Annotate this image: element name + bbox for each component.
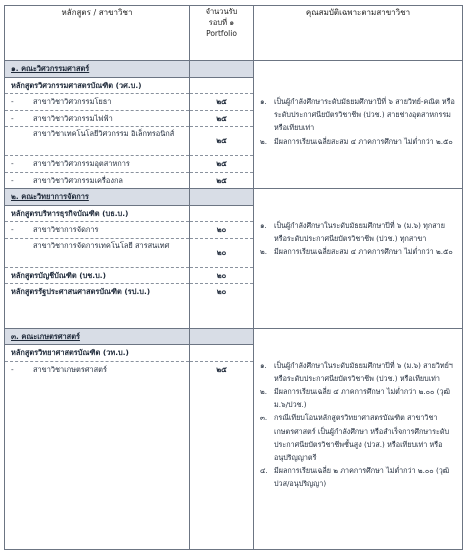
program-title: หลักสูตรรัฐประศาสนศาสตรบัณฑิต (รป.บ.) [11,287,151,296]
list-item: - สาขาวิชาเกษตรศาสตร์ [11,364,107,374]
seats-blank [190,189,253,206]
section-seats [190,189,254,329]
qualification-list [254,61,462,148]
seats-blank [190,345,253,362]
seats-blank [190,78,253,95]
program-title: หลักสูตรบริหารธุรกิจบัณฑิต (บธ.บ.) [5,206,189,223]
section-agriculture [5,328,463,550]
qualification-item: ๔. มีผลการเรียนเฉลี่ย ๒ ภาคการศึกษา ไม่ต่ำกว่า ๒.๐๐ (วุฒิ ปวส/อนุปริญญา) [260,466,450,489]
qualification-item: ๒. มีผลการเรียนเฉลี่ย ๔ ภาคการศึกษา ไม่ต่ำกว่า ๒.๐๐ (วุฒิ ม.๖/ปวช.) [260,386,451,410]
faculty-title: ๓. คณะเกษตรศาสตร์ [5,329,189,346]
section-qualifications [254,328,463,550]
qualification-item: ๒. มีผลการเรียนเฉลี่ยสะสม ๔ ภาคการศึกษา ไม่ต่ำกว่า ๒.๕๐ [260,136,453,146]
section-programs [5,189,190,329]
header-program: หลักสูตร / สาขาวิชา [5,6,190,61]
program-title: หลักสูตรบัญชีบัณฑิต (บช.บ.) [5,268,189,285]
section-spacer [5,300,189,328]
qualification-item: ๑. เป็นผู้กำลังศึกษาในระดับมัธยมศึกษาปีที่ ๖ (ม.๖) ทุกสายหรือระดับประกาศนียบัตรวิชาชีพ (ปวช.) ทุกสาขา [260,221,445,244]
qualification-list [254,329,462,491]
section-qualifications [254,189,463,329]
section-programs [5,328,190,550]
seats-value: ๒๕ [216,175,227,185]
seats-value: ๒๕ [190,127,253,156]
seats-blank [190,61,253,78]
list-item: สาขาวิชาเทคโนโลยีวิศวกรรม อิเล็กทรอนิกส์ [5,127,189,156]
seats-blank [190,329,253,346]
list-item: - สาขาวิชาวิศวกรรมโยธา [5,94,189,111]
qualification-item: ๑. เป็นผู้กำลังศึกษาระดับมัธยมศึกษาปีที่ ๖ สายวิทย์-คณิต หรือระดับประกาศนียบัตรวิชาชีพ (ปวช.) สายช่างอุตสาหกรรม หรือเทียบเท่า [260,97,455,133]
header-seats [190,6,254,61]
section-management [5,189,463,329]
seats-value: ๒๕ [190,156,253,173]
faculty-title: ๑. คณะวิศวกรรมศาสตร์ [5,61,189,78]
section-programs [5,61,190,189]
section-qualifications [254,61,463,189]
list-item: - สาขาวิชาวิศวกรรมอุตสาหการ [5,156,189,173]
qualification-item: ๓. กรณีเทียบโอนหลักสูตรวิทยาศาสตรบัณฑิต สาขาวิชาเกษตรศาสตร์ เป็นผู้กำลังศึกษา หรือสำเร็จการศึกษาระดับประกาศนียบัตรวิชาชีพชั้นสูง (ปวส.) หรือเทียบเท่า หรืออนุปริญญาตรี [260,413,450,462]
header-seats-line3: Portfolio [206,29,237,38]
section-seats [190,61,254,189]
faculty-title: ๒. คณะวิทยาการจัดการ [5,189,189,206]
seats-value: ๒๐ [190,239,253,268]
program-title: หลักสูตรวิทยาศาสตรบัณฑิต (วท.บ.) [5,345,189,362]
seats-value: ๒๐ [190,268,253,285]
seats-value: ๒๕ [190,94,253,111]
list-item: - สาขาวิชาวิศวกรรมไฟฟ้า [5,111,189,128]
list-item: - สาขาวิชาวิศวกรรมเครื่องกล [11,175,123,185]
admission-table [4,5,463,550]
seats-value: ๒๕ [190,111,253,128]
header-seats-line2: รอบที่ ๑ [208,18,235,27]
seats-value: ๒๐ [190,222,253,239]
qualification-list [254,189,462,259]
seats-value: ๒๐ [216,287,227,296]
header-qualifications: คุณสมบัติเฉพาะตามสาขาวิชา [254,6,463,61]
seats-blank [190,206,253,223]
header-seats-line1: จำนวนรับ [205,7,238,16]
qualification-item: ๑. เป็นผู้กำลังศึกษาในระดับมัธยมศึกษาปีที่ ๖ (ม.๖) สายวิทย์ฯ หรือระดับประกาศนียบัตรวิชาชีพ (ปวช.) หรือเทียบเท่า [260,360,453,383]
qualification-item: ๒. มีผลการเรียนเฉลี่ยสะสม ๔ ภาคการศึกษา ไม่ต่ำกว่า ๒.๕๐ [260,247,453,257]
table-header-row [5,6,463,61]
program-title: หลักสูตรวิศวกรรมศาสตรบัณฑิต (วศ.บ.) [5,78,189,95]
section-seats [190,328,254,550]
section-spacer [5,377,189,549]
list-item: สาขาวิชาการจัดการเทคโนโลยี สารสนเทศ [5,239,189,268]
section-engineering [5,61,463,189]
list-item: - สาขาวิชาการจัดการ [5,222,189,239]
seats-value: ๒๕ [216,364,227,374]
